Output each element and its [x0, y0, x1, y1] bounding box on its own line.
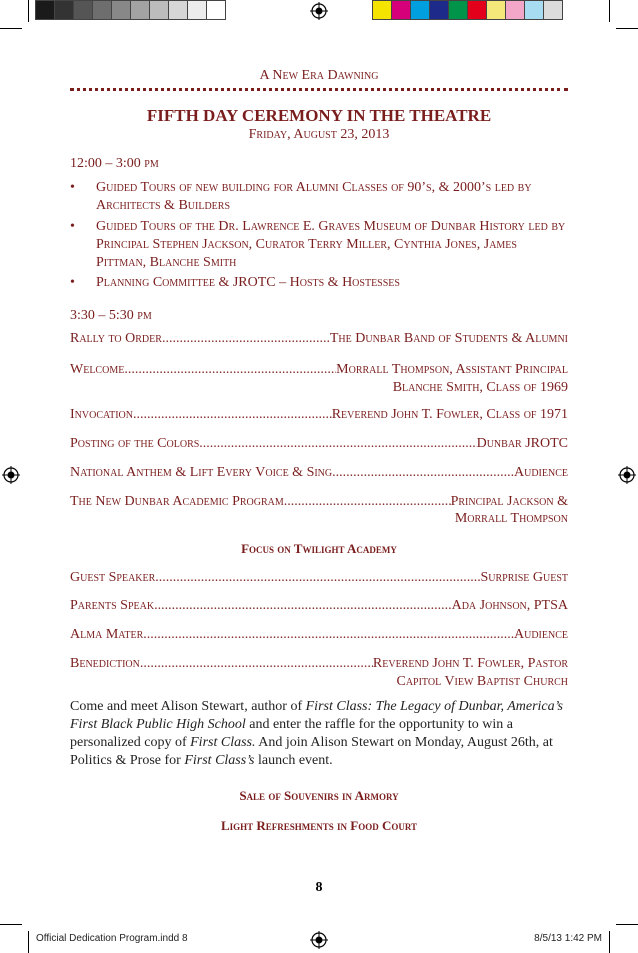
program-item-value-continued: Morrall Thompson: [454, 511, 568, 526]
program-item-value: Dunbar JROTC: [476, 436, 568, 451]
leader-dots: [124, 362, 336, 378]
file-slug: Official Dedication Program.indd 8: [36, 933, 188, 944]
program-item: [70, 436, 568, 452]
program-item-label: Alma Mater: [70, 627, 144, 642]
program-item: [70, 627, 568, 643]
leader-dots: [143, 627, 514, 643]
book-title: First Class.: [190, 735, 256, 750]
page-title: FIFTH DAY CEREMONY IN THE THEATRE: [146, 106, 492, 125]
program-item: [70, 331, 568, 347]
program-item-label: Guest Speaker: [70, 570, 156, 585]
paragraph-text: launch event.: [254, 753, 333, 768]
color-swatch: [372, 0, 392, 20]
section-heading: Focus on Twilight Academy: [241, 541, 397, 556]
color-swatch: [391, 0, 411, 20]
program-item-label: Posting of the Colors: [70, 436, 200, 451]
program-item: [70, 362, 568, 378]
crop-mark: [616, 28, 638, 29]
program-item: [70, 598, 568, 614]
color-swatch: [35, 0, 55, 20]
color-swatch: [54, 0, 74, 20]
crop-mark: [0, 28, 22, 29]
color-swatch: [187, 0, 207, 20]
crop-mark: [28, 931, 29, 953]
program-item-label: National Anthem & Lift Every Voice & Sing: [70, 465, 333, 480]
program-item: [70, 494, 568, 510]
list-item-text: Guided Tours of new building for Alumni Classes of 90’s, & 2000’s led by Architects & Builders: [96, 180, 532, 213]
paragraph-text: and enter the raffle for the opportunity to win a personalized copy of: [70, 717, 513, 750]
color-swatch: [168, 0, 188, 20]
time-slot: 12:00 – 3:00 pm: [70, 156, 159, 171]
program-item: [70, 465, 568, 481]
registration-mark-icon: [2, 466, 20, 484]
leader-dots: [133, 407, 332, 423]
leader-dots: [155, 570, 480, 586]
page-number: 8: [315, 880, 323, 895]
color-calibration-bar: [373, 0, 563, 20]
leader-dots: [332, 465, 514, 481]
time-slot: 3:30 – 5:30 pm: [70, 308, 152, 323]
program-item: [70, 656, 568, 672]
leader-dots: [140, 656, 373, 672]
color-swatch: [92, 0, 112, 20]
program-item: [70, 407, 568, 423]
program-item-label: Invocation: [70, 407, 133, 422]
color-swatch: [448, 0, 468, 20]
program-item-value: The Dunbar Band of Students & Alumni: [329, 331, 568, 346]
program-item-label: The New Dunbar Academic Program: [70, 494, 284, 509]
program-item-value-continued: Capitol View Baptist Church: [396, 674, 568, 689]
color-swatch: [73, 0, 93, 20]
leader-dots: [154, 598, 452, 614]
bullet-icon: •: [70, 180, 75, 195]
leader-dots: [284, 494, 451, 510]
crop-mark: [616, 924, 638, 925]
program-item-value: Surprise Guest: [480, 570, 568, 585]
refreshments-heading: Light Refreshments in Food Court: [220, 818, 418, 833]
dotted-divider: [70, 88, 568, 91]
color-swatch: [505, 0, 525, 20]
color-swatch: [486, 0, 506, 20]
program-item-value: Morrall Thompson, Assistant Principal: [336, 362, 568, 377]
announcement-paragraph: [70, 698, 568, 770]
event-date: Friday, August 23, 2013: [248, 127, 390, 142]
timestamp-slug: 8/5/13 1:42 PM: [534, 933, 602, 944]
registration-mark-icon: [310, 931, 328, 949]
color-swatch: [467, 0, 487, 20]
gray-color-bar: [36, 0, 226, 20]
leader-dots: [162, 331, 330, 347]
program-item-value: Audience: [514, 627, 568, 642]
crop-mark: [609, 931, 610, 953]
color-swatch: [524, 0, 544, 20]
list-item-text: Planning Committee & JROTC – Hosts & Hostesses: [96, 275, 400, 290]
leader-dots: [199, 436, 476, 452]
book-title: First Class’s: [184, 753, 255, 768]
list-item-text: Guided Tours of the Dr. Lawrence E. Graves Museum of Dunbar History led by Principal Stephen Jackson, Curator Terry Miller, Cynthia Jones, James Pittman, Blanche Smith: [96, 219, 566, 270]
bullet-icon: •: [70, 219, 75, 234]
color-swatch: [111, 0, 131, 20]
crop-mark: [609, 0, 610, 22]
paragraph-text: And join Alison Stewart on Monday, August 26th, at Politics & Prose for: [70, 735, 553, 768]
registration-mark-icon: [618, 466, 636, 484]
program-item-value: Principal Jackson &: [450, 494, 568, 509]
book-title: First Class: The Legacy of Dunbar, America’s First Black Public High School: [70, 699, 563, 732]
list-item: [70, 274, 568, 292]
program-item-value: Reverend John T. Fowler, Class of 1971: [331, 407, 568, 422]
registration-mark-icon: [310, 2, 328, 20]
list-item: [70, 179, 568, 215]
souvenirs-heading: Sale of Souvenirs in Armory: [239, 788, 399, 803]
color-swatch: [130, 0, 150, 20]
color-swatch: [149, 0, 169, 20]
color-swatch: [543, 0, 563, 20]
crop-mark: [0, 924, 22, 925]
bullet-icon: •: [70, 275, 75, 290]
series-title: A New Era Dawning: [259, 68, 379, 83]
program-item-value: Audience: [514, 465, 568, 480]
program-item-label: Welcome: [70, 362, 125, 377]
program-item-label: Rally to Order: [70, 331, 162, 346]
program-item-value-continued: Blanche Smith, Class of 1969: [392, 380, 568, 395]
program-item-label: Parents Speak: [70, 598, 155, 613]
program-item-value: Reverend John T. Fowler, Pastor: [372, 656, 568, 671]
program-item: [70, 570, 568, 586]
program-item-label: Benediction: [70, 656, 140, 671]
list-item: [70, 218, 568, 272]
crop-mark: [28, 0, 29, 22]
color-swatch: [410, 0, 430, 20]
color-swatch: [206, 0, 226, 20]
program-item-value: Ada Johnson, PTSA: [451, 598, 568, 613]
color-swatch: [429, 0, 449, 20]
paragraph-text: Come and meet Alison Stewart, author of: [70, 699, 306, 714]
